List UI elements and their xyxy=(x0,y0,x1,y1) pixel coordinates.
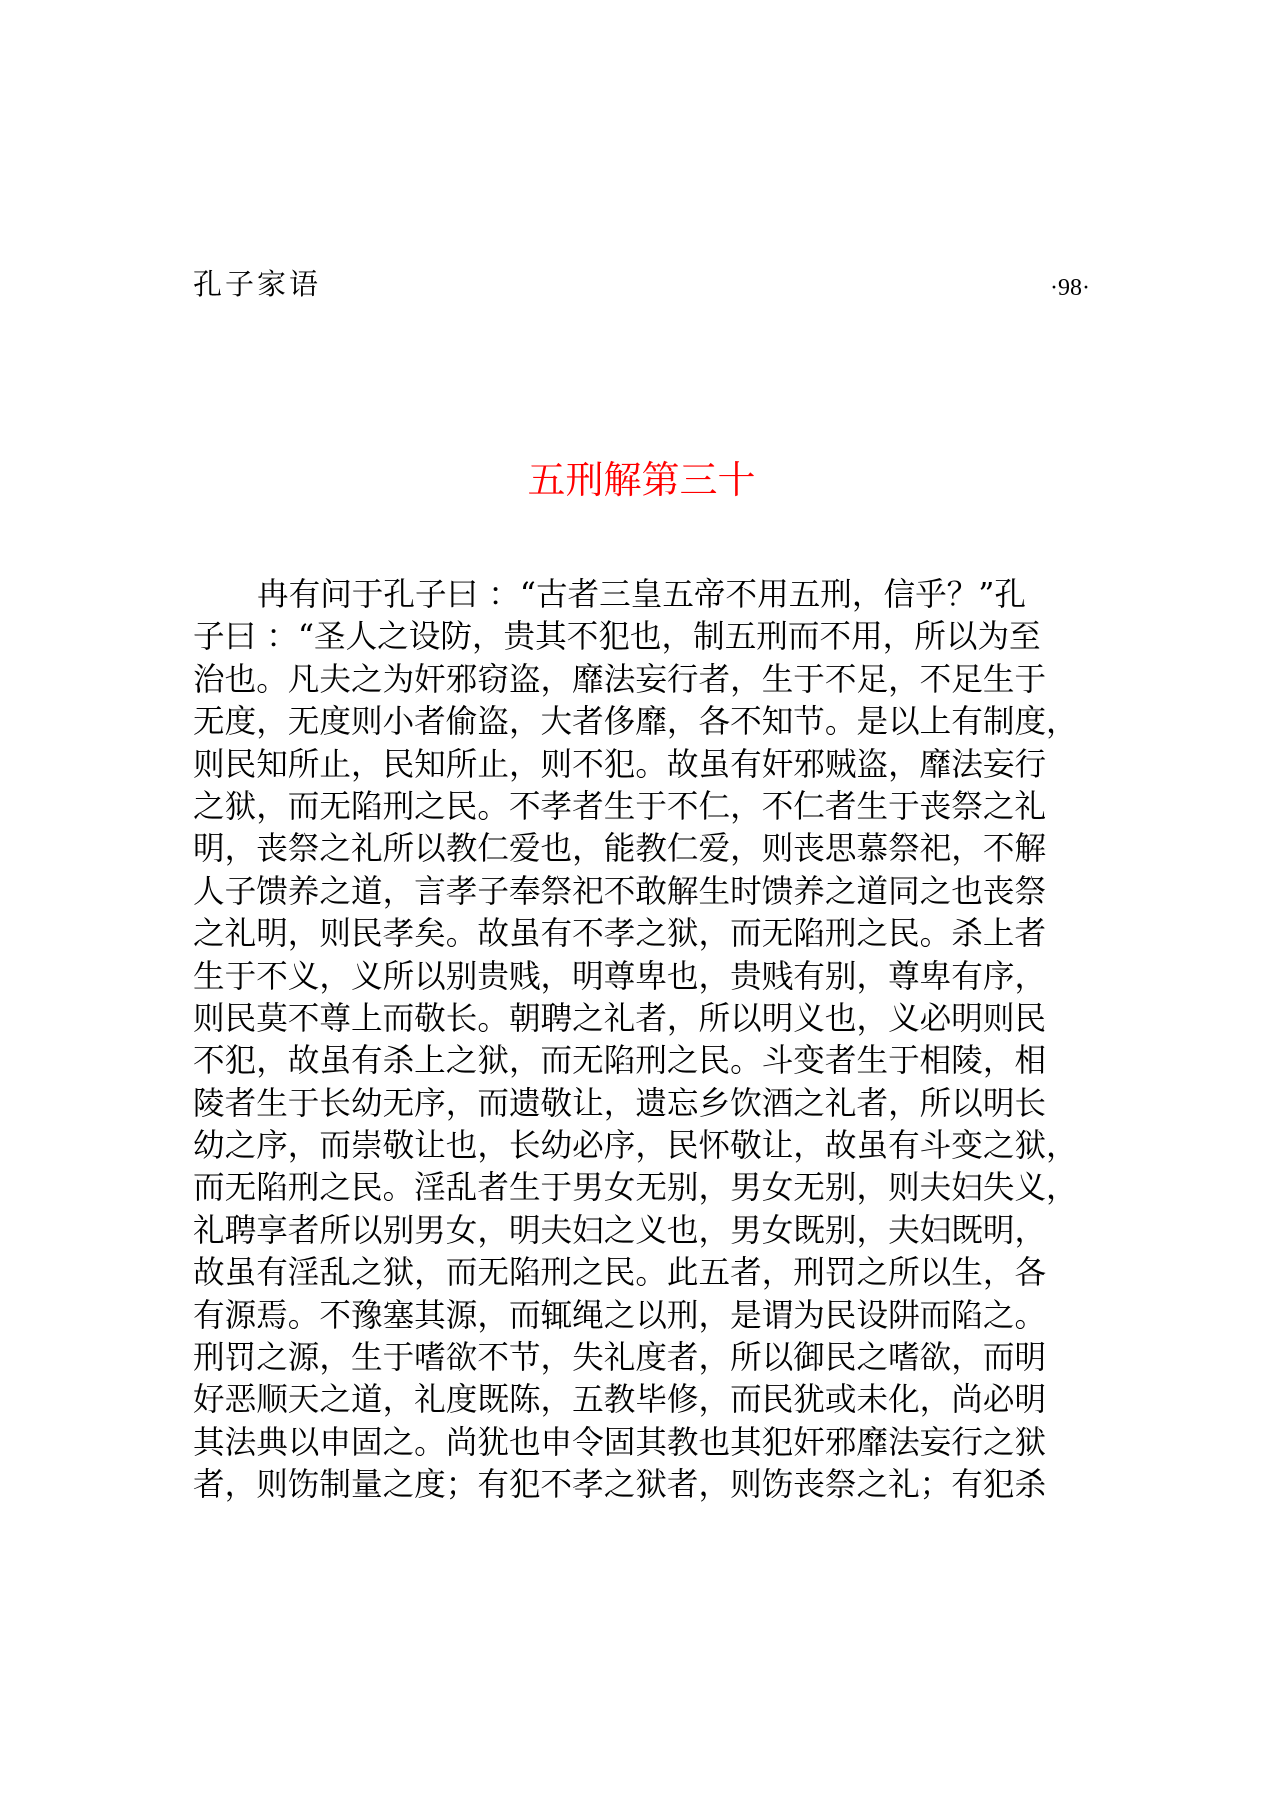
text-line: 则民莫不尊上而敬长。朝聘之礼者，所以明义也，义必明则民 xyxy=(193,1000,1047,1037)
text-line: 者，则饬制量之度；有犯不孝之狱者，则饬丧祭之礼；有犯杀 xyxy=(193,1467,1047,1504)
text-line: 之狱，而无陷刑之民。不孝者生于不仁，不仁者生于丧祭之礼 xyxy=(193,788,1047,825)
running-title: 孔子家语 xyxy=(193,267,322,301)
text-line: 则民知所止，民知所止，则不犯。故虽有奸邪贼盗，靡法妄行 xyxy=(193,746,1047,783)
text-line: 无度，无度则小者偷盗，大者侈靡，各不知节。是以上有制度， xyxy=(193,704,1078,741)
text-line: 幼之序，而崇敬让也，长幼必序，民怀敬让，故虽有斗变之狱， xyxy=(193,1128,1078,1165)
text-line: 刑罚之源，生于嗜欲不节，失礼度者，所以御民之嗜欲，而明 xyxy=(193,1340,1047,1377)
text-line: 故虽有淫乱之狱，而无陷刑之民。此五者，刑罚之所以生，各 xyxy=(193,1255,1047,1292)
text-line: 明，丧祭之礼所以教仁爱也，能教仁爱，则丧思慕祭祀，不解 xyxy=(193,831,1047,868)
text-line: 子曰 ：“圣人之设防，贵其不犯也，制五刑而不用，所以为至 xyxy=(193,619,1041,656)
text-line: 有源焉。不豫塞其源，而辄绳之以刑，是谓为民设阱而陷之。 xyxy=(193,1297,1047,1334)
text-line: 冉有问于孔子曰 ：“古者三皇五帝不用五刑，信乎？”孔 xyxy=(257,577,1027,613)
text-line: 人子馈养之道，言孝子奉祭祀不敢解生时馈养之道同之也丧祭 xyxy=(193,873,1047,910)
text-line: 而无陷刑之民。淫乱者生于男女无别，男女无别，则夫妇失义， xyxy=(193,1170,1078,1207)
text-line: 好恶顺天之道，礼度既陈，五教毕修，而民犹或未化，尚必明 xyxy=(193,1382,1047,1419)
body-text xyxy=(193,574,1093,1507)
text-line: 不犯，故虽有杀上之狱，而无陷刑之民。斗变者生于相陵，相 xyxy=(193,1043,1047,1080)
text-line: 之礼明，则民孝矣。故虽有不孝之狱，而无陷刑之民。杀上者 xyxy=(193,916,1047,953)
text-line: 其法典以申固之。尚犹也申令固其教也其犯奸邪靡法妄行之狱 xyxy=(193,1424,1047,1461)
text-line: 陵者生于长幼无序，而遗敬让，遗忘乡饮酒之礼者，所以明长 xyxy=(193,1085,1047,1122)
page-number: ·98· xyxy=(1050,275,1090,301)
chapter-title: 五刑解第三十 xyxy=(527,458,756,502)
text-line: 生于不义，义所以别贵贱，明尊卑也，贵贱有别，尊卑有序， xyxy=(193,958,1047,995)
text-line: 礼聘享者所以别男女，明夫妇之义也，男女既别，夫妇既明， xyxy=(193,1212,1047,1249)
text-line: 治也。凡夫之为奸邪窃盗，靡法妄行者，生于不足，不足生于 xyxy=(193,661,1047,698)
